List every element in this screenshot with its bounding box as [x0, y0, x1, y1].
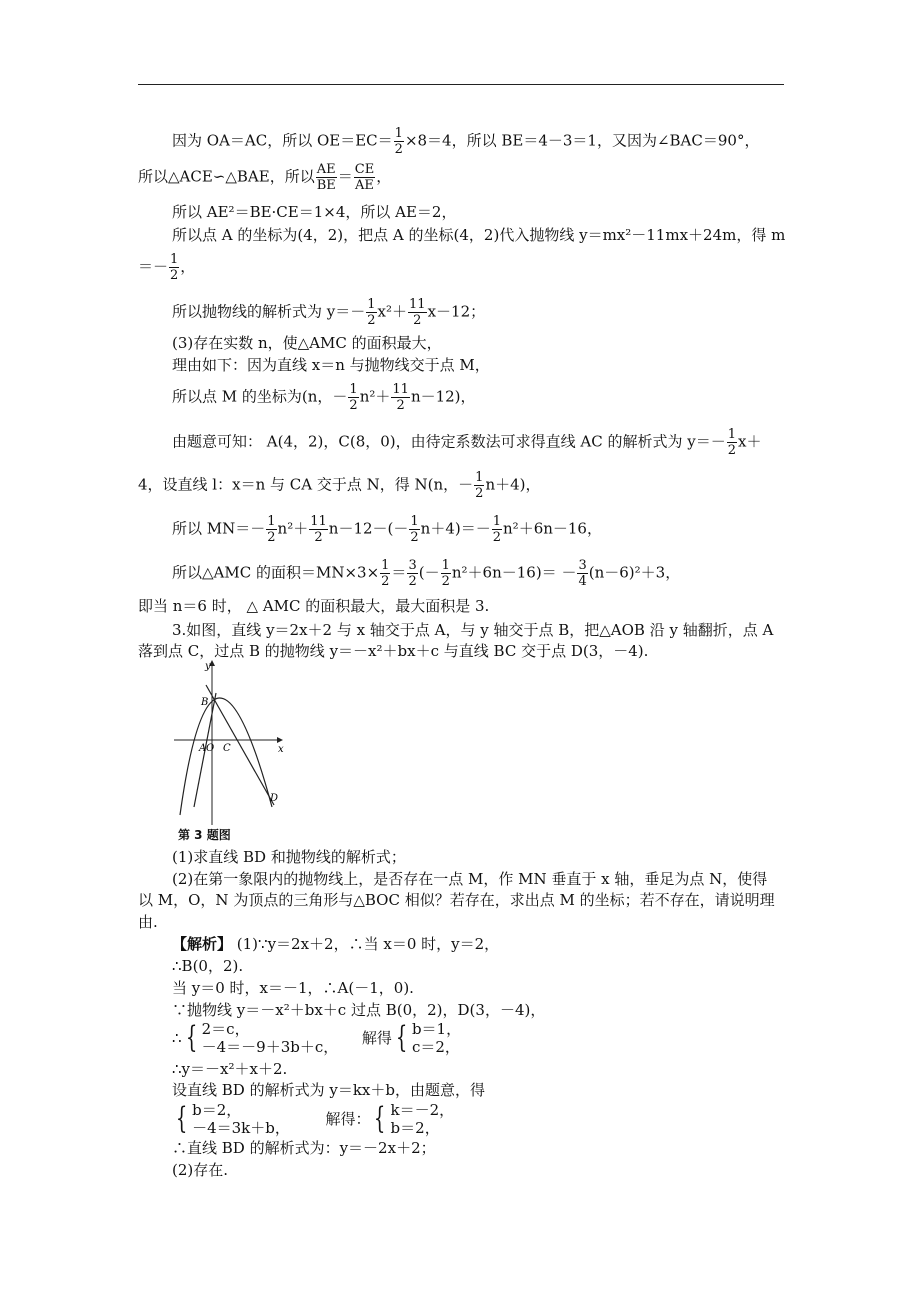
text-line [172, 297, 485, 328]
text: n－12－(－ [328, 519, 409, 538]
denominator: 4 [578, 574, 587, 589]
equation-system [172, 1101, 454, 1137]
text: n＋4)， [485, 475, 541, 494]
problem-3-figure [170, 655, 288, 835]
text-line [172, 514, 602, 545]
denominator: 2 [381, 574, 390, 589]
system-left [172, 1101, 290, 1137]
numerator: 1 [170, 252, 179, 267]
denominator: 2 [394, 142, 403, 157]
fraction [309, 514, 328, 545]
numerator: 1 [381, 558, 390, 573]
text: ， [180, 257, 196, 276]
text-line [172, 427, 762, 458]
numerator: 1 [475, 470, 484, 485]
brace-icon: { [374, 1101, 386, 1136]
text-line: 当 y＝0 时，x＝－1，∴A(－1，0). [172, 979, 414, 997]
figure-caption: 第 3 题图 [178, 828, 231, 842]
equation: b＝2， [390, 1119, 440, 1137]
fraction [727, 427, 737, 458]
fraction [408, 297, 427, 328]
text: n－12)， [410, 387, 476, 406]
text-line: 由. [138, 913, 158, 931]
text-line [138, 162, 391, 193]
numerator: CE [354, 162, 375, 177]
denominator: 2 [367, 313, 376, 328]
text: n²＋ [277, 519, 309, 538]
fraction [409, 514, 419, 545]
numerator: 1 [349, 382, 358, 397]
text: x－12； [427, 302, 486, 321]
text-line: ∴直线 BD 的解析式为：y＝－2x＋2； [172, 1139, 436, 1157]
fraction [492, 514, 502, 545]
denominator: 2 [727, 443, 737, 458]
text-line: (2)存在. [172, 1161, 229, 1179]
numerator: 1 [267, 514, 276, 529]
label-c: C [223, 743, 231, 754]
equation: 2＝c， [201, 1020, 250, 1038]
system-left [172, 1020, 338, 1056]
text-line: 设直线 BD 的解析式为 y＝kx＋b，由题意，得 [172, 1081, 485, 1099]
text: 所以 MN＝－ [172, 519, 266, 538]
text: 因为 OA＝AC，所以 OE＝EC＝ [172, 131, 393, 150]
label-d: D [270, 793, 279, 804]
text-line: 以 M，O，N 为顶点的三角形与△BOC 相似？若存在，求出点 M 的坐标；若不存在，请说明理 [138, 891, 775, 909]
numerator: 1 [410, 514, 419, 529]
system-right [362, 1020, 461, 1056]
numerator: 1 [492, 514, 502, 529]
numerator: 1 [441, 558, 450, 573]
fraction [441, 558, 451, 589]
text: 4，设直线 l：x＝n 与 CA 交于点 N，得 N(n，－ [138, 475, 474, 494]
numerator: 1 [727, 427, 737, 442]
text-line: 理由如下：因为直线 x＝n 与抛物线交于点 M， [172, 356, 490, 374]
text-line: 所以点 A 的坐标为(4，2)，把点 A 的坐标(4，2)代入抛物线 y＝mx²－11mx＋24m，得 m [172, 226, 786, 244]
text-line: ∴B(0，2). [172, 957, 244, 975]
parabola [180, 698, 272, 815]
fraction [474, 470, 484, 501]
denominator: 2 [396, 398, 405, 413]
denominator: BE [316, 178, 336, 193]
fraction [407, 558, 417, 589]
text: x²＋ [377, 302, 408, 321]
equation: k＝－2， [390, 1101, 455, 1119]
text: n²＋6n－16)＝ － [451, 563, 577, 582]
fraction [394, 126, 404, 157]
numerator: 3 [578, 558, 587, 573]
denominator: 2 [267, 530, 276, 545]
text: 所以抛物线的解析式为 y＝－ [172, 302, 366, 321]
denominator: 2 [314, 530, 323, 545]
fraction [577, 558, 587, 589]
text-line: 3.如图，直线 y＝2x＋2 与 x 轴交于点 A，与 y 轴交于点 B，把△AOB 沿 y 轴翻折，点 A [172, 621, 774, 639]
text-line [172, 126, 759, 157]
denominator: 2 [413, 313, 422, 328]
numerator: 11 [310, 514, 327, 529]
text-line [138, 470, 541, 501]
brace-icon: { [395, 1020, 408, 1055]
equation-system [172, 1020, 461, 1056]
analysis-tag: 【解析】 [172, 935, 233, 953]
denominator: 2 [410, 530, 419, 545]
denominator: 2 [408, 574, 417, 589]
numerator: 11 [409, 297, 426, 312]
header-rule [138, 84, 784, 85]
text: ×8＝4，所以 BE＝4－3＝1，又因为∠BAC＝90°， [404, 131, 760, 150]
fraction [169, 252, 179, 283]
label-y: y [205, 661, 211, 672]
text: 所以△AMC 的面积＝MN×3× [172, 563, 380, 582]
text: 由题意可知： A(4，2)，C(8，0)，由待定系数法可求得直线 AC 的解析式为 y＝－ [172, 432, 726, 451]
fraction [391, 382, 410, 413]
text-line: 即当 n＝6 时， △ AMC 的面积最大，最大面积是 3. [138, 597, 490, 615]
numerator: 1 [394, 126, 403, 141]
text: ＝ [337, 167, 353, 186]
text: 所以△ACE∽△BAE，所以 [138, 167, 315, 186]
denominator: 2 [492, 530, 502, 545]
numerator: 11 [392, 382, 409, 397]
denominator: 2 [441, 574, 450, 589]
text: n²＋ [359, 387, 391, 406]
denominator: 2 [349, 398, 358, 413]
fraction [354, 162, 375, 193]
therefore-symbol: ∴ [172, 1029, 182, 1047]
equation: c＝2， [411, 1038, 460, 1056]
text: 解得： [325, 1110, 371, 1128]
label-a: A [199, 743, 207, 754]
system-right [325, 1101, 454, 1137]
denominator: AE [355, 178, 374, 193]
label-o: O [206, 743, 215, 754]
text: 解得 [361, 1029, 392, 1047]
text: ＝－ [138, 257, 169, 276]
denominator: 2 [170, 268, 179, 283]
text-line: (1)求直线 BD 和抛物线的解析式； [172, 848, 406, 866]
text: n²＋6n－16， [503, 519, 602, 538]
fraction [380, 558, 390, 589]
text-line [138, 252, 195, 283]
numerator: 1 [367, 297, 376, 312]
equation: b＝1， [411, 1020, 462, 1038]
equation: －4＝－9＋3b＋c， [201, 1038, 339, 1056]
fraction [316, 162, 337, 193]
text: ， [376, 167, 392, 186]
brace-icon: { [175, 1101, 188, 1136]
text: ＝ [391, 563, 407, 582]
text: x＋ [738, 432, 762, 451]
text: 所以点 M 的坐标为(n，－ [172, 387, 348, 406]
denominator: 2 [475, 486, 484, 501]
label-b: B [201, 697, 209, 708]
line-bd [206, 685, 274, 805]
text-line: 所以 AE²＝BE·CE＝1×4，所以 AE＝2， [172, 203, 457, 221]
text-line: (2)在第一象限内的抛物线上，是否存在一点 M，作 MN 垂直于 x 轴，垂足为点 N，使得 [172, 870, 768, 888]
text: (n－6)²＋3， [588, 563, 681, 582]
numerator: 3 [408, 558, 417, 573]
text: n＋4)＝－ [420, 519, 491, 538]
label-x: x [278, 744, 284, 755]
text-line: 落到点 C，过点 B 的抛物线 y＝－x²＋bx＋c 与直线 BC 交于点 D(3，－4). [138, 642, 649, 660]
fraction [366, 297, 376, 328]
text-line [172, 558, 680, 589]
text-line [172, 935, 499, 953]
text-line: ∴y＝－x²＋x＋2. [172, 1060, 288, 1078]
text: (1)∵y＝2x＋2，∴当 x＝0 时，y＝2， [232, 935, 500, 953]
equation: －4＝3k＋b， [192, 1119, 290, 1137]
fraction [266, 514, 276, 545]
equation: b＝2， [192, 1101, 242, 1119]
text-line: (3)存在实数 n，使△AMC 的面积最大， [172, 334, 442, 352]
text: (－ [418, 563, 440, 582]
text-line: ∵抛物线 y＝－x²＋bx＋c 过点 B(0，2)，D(3，－4)， [172, 1001, 546, 1019]
numerator: AE [316, 162, 336, 177]
brace-icon: { [185, 1020, 197, 1055]
text-line [172, 382, 476, 413]
fraction [348, 382, 358, 413]
